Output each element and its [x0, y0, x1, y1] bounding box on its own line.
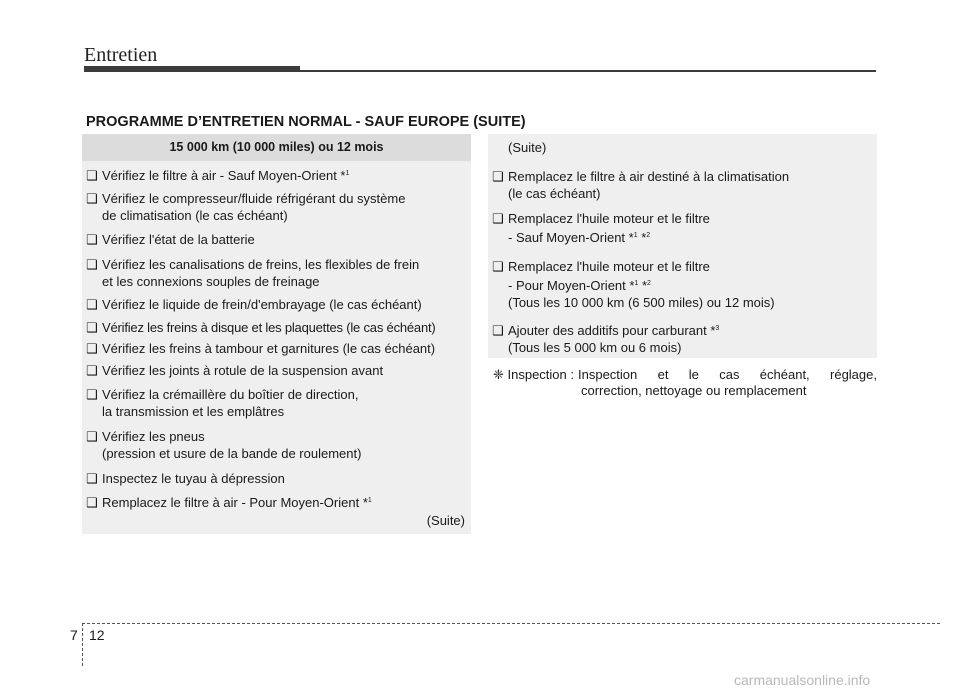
checkbox-icon: ❑ [86, 495, 98, 510]
checkbox-icon: ❑ [86, 191, 98, 206]
list-item [492, 258, 775, 311]
item-text: - Pour Moyen-Orient * [508, 278, 635, 293]
item-text: Vérifiez le filtre à air - Sauf Moyen-Orient * [102, 168, 346, 183]
item-text: Remplacez l'huile moteur et le filtre [508, 211, 710, 226]
list-item [86, 386, 359, 420]
note-text: Inspection et le cas échéant, réglage, [578, 367, 877, 382]
list-item [86, 165, 349, 184]
note-text: correction, nettoyage ou remplacement [581, 383, 807, 398]
inspection-note [493, 367, 877, 399]
list-item [492, 168, 789, 202]
list-item [86, 296, 422, 313]
list-item [86, 492, 372, 511]
list-item [86, 470, 285, 487]
section-title: PROGRAMME D’ENTRETIEN NORMAL - SAUF EUROPE (SUITE) [86, 114, 526, 130]
list-item [86, 256, 419, 290]
item-text: * [638, 278, 648, 293]
list-item [86, 231, 255, 248]
footnote-ref: 1 [633, 232, 638, 239]
item-text: Remplacez le filtre à air destiné à la climatisation [508, 169, 790, 184]
checkbox-icon: ❑ [86, 232, 98, 247]
item-text: Ajouter des additifs pour carburant * [508, 323, 716, 338]
header-title: Entretien [84, 44, 158, 66]
checkbox-icon: ❑ [86, 168, 98, 183]
checkbox-icon: ❑ [86, 297, 98, 312]
item-text: * [637, 230, 647, 245]
list-item [86, 319, 436, 336]
item-text: Vérifiez la crémaillère du boîtier de direction, [102, 387, 359, 402]
footer-divider-vertical [82, 623, 83, 666]
note-label: ❈ Inspection : [493, 367, 574, 382]
interval-heading: 15 000 km (10 000 miles) ou 12 mois [82, 134, 471, 161]
checkbox-icon: ❑ [492, 169, 504, 184]
item-text: Remplacez le filtre à air - Pour Moyen-Orient * [102, 495, 368, 510]
footnote-ref: 1 [367, 497, 372, 504]
checkbox-icon: ❑ [86, 429, 98, 444]
item-text: (le cas échéant) [508, 186, 601, 201]
checkbox-icon: ❑ [86, 387, 98, 402]
footnote-ref: 1 [345, 170, 350, 177]
maintenance-left-panel [82, 134, 471, 534]
page-number: 12 [89, 627, 105, 643]
checkbox-icon: ❑ [492, 323, 504, 338]
checkbox-icon: ❑ [86, 257, 98, 272]
item-text: Vérifiez les pneus [102, 429, 205, 444]
item-text: (Tous les 10 000 km (6 500 miles) ou 12 mois) [508, 295, 775, 310]
chapter-number: 7 [70, 627, 78, 643]
item-text: Vérifiez l'état de la batterie [102, 232, 255, 247]
footnote-ref: 2 [646, 232, 651, 239]
item-text: (pression et usure de la bande de roulement) [102, 446, 362, 461]
watermark: carmanualsonline.info [734, 672, 871, 688]
list-item [86, 428, 361, 462]
item-text: Vérifiez les freins à tambour et garnitures (le cas échéant) [102, 341, 436, 356]
item-text: Vérifiez les freins à disque et les plaquettes (le cas échéant) [102, 320, 436, 335]
item-text: la transmission et les emplâtres [102, 404, 285, 419]
header-rule-thick [84, 66, 300, 72]
list-item [492, 320, 719, 356]
footer-divider [82, 623, 940, 624]
list-item [492, 210, 710, 246]
list-item [86, 362, 383, 379]
item-text: Vérifiez les joints à rotule de la suspension avant [102, 363, 384, 378]
checkbox-icon: ❑ [86, 471, 98, 486]
item-text: Vérifiez le liquide de frein/d'embrayage (le cas échéant) [102, 297, 422, 312]
continued-label: (Suite) [426, 513, 465, 528]
item-text: - Sauf Moyen-Orient * [508, 230, 634, 245]
footnote-ref: 3 [715, 325, 720, 332]
item-text: et les connexions souples de freinage [102, 274, 320, 289]
item-text: Inspectez le tuyau à dépression [102, 471, 285, 486]
list-item [86, 340, 435, 357]
checkbox-icon: ❑ [86, 320, 98, 335]
checkbox-icon: ❑ [492, 259, 504, 274]
list-item [86, 190, 405, 224]
checkbox-icon: ❑ [86, 363, 98, 378]
footnote-ref: 1 [634, 280, 639, 287]
item-text: (Tous les 5 000 km ou 6 mois) [508, 340, 682, 355]
footnote-ref: 2 [647, 280, 651, 287]
continued-label: (Suite) [508, 140, 547, 155]
maintenance-right-panel [488, 134, 877, 358]
header-rule-thin [300, 70, 876, 72]
item-text: de climatisation (le cas échéant) [102, 208, 288, 223]
item-text: Vérifiez les canalisations de freins, les flexibles de frein [102, 257, 420, 272]
checkbox-icon: ❑ [492, 211, 504, 226]
item-text: Vérifiez le compresseur/fluide réfrigérant du système [102, 191, 406, 206]
checkbox-icon: ❑ [86, 341, 98, 356]
item-text: Remplacez l'huile moteur et le filtre [508, 259, 710, 274]
